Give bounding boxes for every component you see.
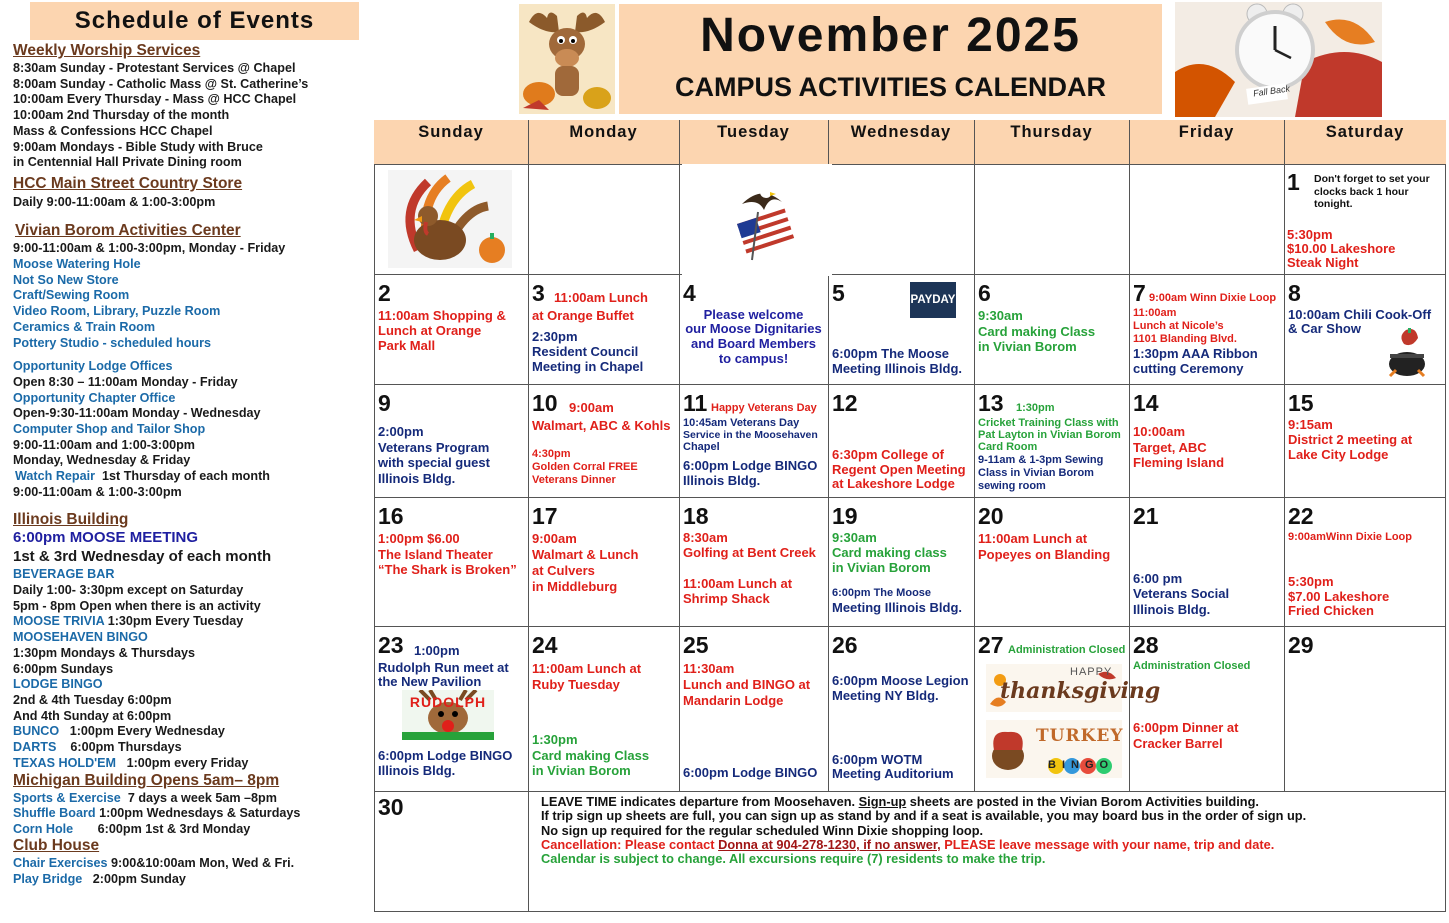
page-title: November 2025	[700, 9, 1081, 62]
darts-line	[13, 740, 182, 755]
event-line: sewing room	[978, 480, 1046, 492]
turkey-label: TURKEY	[1036, 726, 1124, 746]
shuffle-line	[13, 806, 300, 821]
event-line: 5:30pm	[1287, 227, 1333, 242]
worship-heading: Weekly Worship Services	[13, 42, 201, 59]
day-number: 21	[1133, 503, 1159, 529]
chapter-hours: Open-9:30-11:00am Monday - Wednesday	[13, 406, 261, 420]
event-line: Cricket Training Class with	[978, 417, 1119, 429]
day-number: 24	[532, 632, 558, 658]
event-line: 11:30am	[683, 661, 735, 676]
lodge-offices: Opportunity Lodge Offices	[13, 359, 173, 373]
event-line: Lake City Lodge	[1288, 447, 1389, 462]
chair: Chair Exercises	[13, 856, 108, 870]
bunco-line	[13, 724, 225, 739]
event-line: the New Pavilion	[378, 674, 482, 689]
computer-hours: 9:00-11:00am and 1:00-3:00pm	[13, 438, 196, 452]
darts-when: 6:00pm Thursdays	[70, 740, 182, 754]
event-line: 6:00pm The Moose	[832, 587, 932, 599]
holdem-when: 1:00pm every Friday	[126, 756, 249, 770]
event-line: with special guest	[378, 455, 490, 470]
event-line: Resident Council	[532, 344, 639, 359]
event-line: Lunch at Orange	[378, 323, 482, 338]
event-line: Class in Vivian Borom	[978, 467, 1094, 479]
event-line: at Lakeshore Lodge	[832, 476, 955, 491]
event-line: 11:00am Lunch	[554, 290, 648, 305]
weekday-saturday: Saturday	[1284, 120, 1446, 164]
event-line: Meeting Illinois Bldg.	[832, 361, 962, 376]
day-number: 29	[1288, 632, 1314, 658]
day-number: 6	[978, 280, 991, 306]
beverage-line: Daily 1:00- 3:30pm except on Saturday	[13, 583, 244, 597]
event-line: Meeting in Chapel	[532, 359, 644, 374]
event-line: 9:00am	[569, 400, 614, 415]
trip-info	[541, 795, 1306, 866]
weekday-friday: Friday	[1129, 120, 1285, 164]
day-number: 5	[832, 280, 845, 306]
trivia-line	[13, 614, 243, 629]
watch-repair-line	[15, 469, 270, 484]
event-line: at Orange Buffet	[532, 308, 634, 323]
event-line: Golden Corral FREE	[532, 461, 638, 473]
day-number: 18	[683, 503, 709, 529]
event-line: Rudolph Run meet at	[378, 660, 509, 675]
event-line: Veterans Program	[378, 440, 490, 455]
event-line: 9:30am	[832, 530, 877, 545]
bingo-line: 1:30pm Mondays & Thursdays	[13, 646, 195, 660]
eagle-flag-image	[682, 164, 832, 276]
day-number: 9	[378, 390, 391, 416]
info-text: sheets are posted in the Vivian Borom Activities building.	[906, 794, 1259, 809]
day-number: 15	[1288, 390, 1314, 416]
weekday-sunday: Sunday	[374, 120, 529, 164]
event-line: Illinois Bldg.	[683, 473, 761, 488]
event-line: 6:30pm College of	[832, 447, 944, 462]
vivian-heading: Vivian Borom Activities Center	[15, 222, 241, 239]
event-line: 10:45am Veterans Day	[683, 417, 800, 429]
bingo-label: BINGO	[1048, 759, 1115, 771]
vivian-room: Video Room, Library, Puzzle Room	[13, 304, 221, 318]
event-line: 11:00am Lunch at	[532, 661, 642, 676]
info-line	[541, 838, 1306, 852]
event-line: “The Shark is Broken”	[378, 562, 517, 577]
schedule-title: Schedule of Events	[30, 2, 359, 40]
day-number: 22	[1288, 503, 1314, 529]
worship-line: 8:00am Sunday - Catholic Mass @ St. Catherine’s	[13, 77, 309, 91]
lodge-bingo-line: And 4th Sunday at 6:00pm	[13, 709, 172, 723]
event-line: our Moose Dignitaries	[685, 321, 822, 336]
info-contact: Donna at 904-278-1230, if no answer,	[718, 836, 941, 852]
event-line: 9:15am	[1288, 417, 1333, 432]
chair-line	[13, 856, 294, 871]
event-line: 8:30am	[683, 530, 728, 545]
day-number: 12	[832, 390, 858, 416]
day-note: Don't forget to set your clocks back 1 hour tonight.	[1314, 173, 1430, 210]
grid-line	[679, 120, 680, 792]
event-line: 11:00am Lunch at	[978, 531, 1088, 546]
thanksgiving-image	[986, 664, 1161, 712]
beverage-bar: BEVERAGE BAR	[13, 567, 115, 581]
event-line: Chapel	[683, 441, 720, 453]
weekday-thursday: Thursday	[974, 120, 1130, 164]
watch-hours: 9:00-11:00am & 1:00-3:00pm	[13, 485, 182, 499]
event-line: 9-11am & 1-3pm Sewing	[978, 454, 1104, 466]
lodge-bingo: LODGE BINGO	[13, 677, 103, 691]
day-number: 30	[378, 794, 404, 820]
chair-when: 9:00&10:00am Mon, Wed & Fri.	[111, 856, 295, 870]
moose-meeting: 6:00pm MOOSE MEETING	[13, 529, 199, 546]
illinois-heading: Illinois Building	[13, 511, 129, 528]
worship-line: Mass & Confessions HCC Chapel	[13, 124, 213, 138]
watch-when: 1st Thursday of each month	[102, 469, 270, 483]
event-line: Meeting NY Bldg.	[832, 688, 939, 703]
event-line: Golfing at Bent Creek	[683, 545, 816, 560]
day-number: 28	[1133, 632, 1159, 658]
chili-pot-icon	[1382, 326, 1432, 378]
event-line: 1:00pm $6.00	[378, 531, 460, 546]
event-line: 1:30pm	[532, 732, 578, 747]
day-number: 3	[532, 280, 545, 306]
grid-line	[974, 120, 975, 792]
event-line: Shrimp Shack	[683, 591, 770, 606]
moose-meeting-when: 1st & 3rd Wednesday of each month	[13, 548, 272, 565]
event-line: Fleming Island	[1133, 455, 1225, 470]
weekday-monday: Monday	[528, 120, 680, 164]
event-line: 10:00am	[1133, 424, 1186, 439]
event-line: 6:00pm Lodge BINGO	[683, 458, 818, 473]
event-line: in Middleburg	[532, 579, 618, 594]
page-subtitle: CAMPUS ACTIVITIES CALENDAR	[674, 72, 1106, 102]
grid-line	[374, 164, 1446, 165]
day-number: 2	[378, 280, 391, 306]
day-number: 16	[378, 503, 404, 529]
event-line: 6:00pm Lodge BINGO	[378, 748, 513, 763]
event-line: Veterans Dinner	[532, 474, 616, 486]
event-line: 2:00pm	[378, 424, 424, 439]
worship-line: 9:00am Mondays - Bible Study with Bruce	[13, 140, 263, 154]
event-line: 1:30pm	[1016, 402, 1055, 414]
event-line: 9:00am	[532, 531, 577, 546]
event-line: in Vivian Borom	[978, 339, 1077, 354]
grid-line	[374, 626, 1446, 627]
schedule-panel	[0, 0, 368, 923]
moose-mascot-image	[519, 4, 615, 114]
happy-label: HAPPY	[1070, 666, 1113, 678]
vivian-room: Craft/Sewing Room	[13, 288, 130, 302]
event-line: 11:00am Lunch at	[683, 576, 793, 591]
worship-line: 10:00am Every Thursday - Mass @ HCC Chapel	[13, 92, 297, 106]
vivian-room: Ceramics & Train Room	[13, 320, 156, 334]
info-line: Calendar is subject to change. All excursions require (7) residents to make the trip.	[541, 851, 1046, 867]
weekday-wednesday: Wednesday	[828, 120, 975, 164]
rudolph-run-image	[402, 690, 494, 740]
event-line: 9:30am	[978, 308, 1023, 323]
bridge: Play Bridge	[13, 872, 83, 886]
vivian-room: Moose Watering Hole	[13, 257, 141, 271]
info-text: Cancellation: Please contact	[541, 836, 719, 852]
event-line: 1101 Blanding Blvd.	[1133, 333, 1237, 345]
info-text: PLEASE leave message with your name, trip and date.	[940, 836, 1275, 852]
computer-shop: Computer Shop and Tailor Shop	[13, 422, 206, 436]
event-line: Meeting Auditorium	[832, 766, 954, 781]
darts: DARTS	[13, 740, 57, 754]
thanksgiving-label: thanksgiving	[1000, 678, 1161, 704]
event-line: Steak Night	[1287, 255, 1359, 270]
event-line: District 2 meeting at	[1288, 432, 1413, 447]
event-line: Cracker Barrel	[1133, 736, 1223, 751]
bridge-when: 2:00pm Sunday	[92, 872, 186, 886]
event-line: 2:30pm	[532, 329, 578, 344]
day-number: 10	[532, 390, 558, 416]
turkey-image	[388, 170, 512, 268]
trivia-when: 1:30pm Every Tuesday	[107, 614, 244, 628]
event-line: at Culvers	[532, 563, 595, 578]
event-line: Walmart, ABC & Kohls	[532, 418, 671, 433]
event-line: Park Mall	[378, 338, 436, 353]
weekday-tuesday: Tuesday	[679, 120, 829, 164]
sports: Sports & Exercise	[13, 791, 121, 805]
event-line: Fried Chicken	[1288, 603, 1374, 618]
event-line: Regent Open Meeting	[832, 462, 966, 477]
moosehaven-bingo: MOOSEHAVEN BINGO	[13, 630, 148, 644]
event-line: 1:00pm	[414, 643, 460, 658]
corn-line	[13, 822, 250, 837]
event-line: Pat Layton in Vivian Borom	[978, 429, 1121, 441]
day-number: 19	[832, 503, 858, 529]
day-number: 1	[1287, 169, 1300, 195]
event-line: cutting Ceremony	[1133, 361, 1244, 376]
day-number: 11	[683, 390, 708, 416]
info-line	[541, 795, 1306, 809]
sports-line	[13, 791, 277, 806]
day-number: 13	[978, 390, 1004, 416]
corn-when: 6:00pm 1st & 3rd Monday	[97, 822, 251, 836]
lodge-bingo-line: 2nd & 4th Tuesday 6:00pm	[13, 693, 172, 707]
event-line: Card making Class	[978, 324, 1096, 339]
event-line: 9:00amWinn Dixie Loop	[1288, 531, 1412, 543]
event-line: Veterans Social	[1133, 586, 1230, 601]
grid-line	[374, 384, 1446, 385]
event-line: Ruby Tuesday	[532, 677, 620, 692]
day-number: 25	[683, 632, 709, 658]
bunco: BUNCO	[13, 724, 60, 738]
day-number: 4	[683, 280, 696, 306]
event-line: Administration Closed	[1008, 644, 1126, 656]
store-hours: Daily 9:00-11:00am & 1:00-3:00pm	[13, 195, 216, 209]
beverage-line: 5pm - 8pm Open when there is an activity	[13, 599, 261, 613]
event-line: Target, ABC	[1133, 440, 1207, 455]
event-line: 6:00pm Moose Legion	[832, 673, 969, 688]
event-line: Illinois Bldg.	[1133, 602, 1211, 617]
trivia: MOOSE TRIVIA	[13, 614, 105, 628]
event-line: Walmart & Lunch	[532, 547, 639, 562]
event-line: 11:00am	[1133, 307, 1177, 319]
grid-line	[374, 274, 1446, 275]
corn: Corn Hole	[13, 822, 74, 836]
vivian-room: Not So New Store	[13, 273, 119, 287]
day-number: 8	[1288, 280, 1301, 306]
event-line: 11:00am Shopping &	[378, 308, 506, 323]
event-line: Lunch at Nicole’s	[1133, 320, 1224, 332]
worship-line: in Centennial Hall Private Dining room	[13, 155, 242, 169]
event-line: Please welcome	[703, 307, 804, 322]
turkey-bingo-image	[986, 720, 1122, 778]
clock-caption: Fall Back	[1252, 83, 1291, 99]
event-line: Service in the Moosehaven	[683, 429, 818, 441]
event-line: Popeyes on Blanding	[978, 547, 1111, 562]
event-line: 6:00 pm	[1133, 571, 1183, 586]
event-line: Illinois Bldg.	[378, 471, 456, 486]
club-heading: Club House	[13, 837, 100, 854]
event-line: 6:00pm WOTM	[832, 752, 923, 767]
day-number: 14	[1133, 390, 1159, 416]
day-number: 17	[532, 503, 558, 529]
holdem: TEXAS HOLD'EM	[13, 756, 117, 770]
vivian-hours: 9:00-11:00am & 1:00-3:00pm, Monday - Friday	[13, 241, 286, 255]
store-heading: HCC Main Street Country Store	[13, 175, 243, 192]
event-line: Card Room	[978, 441, 1038, 453]
event-line: 4:30pm	[532, 448, 571, 460]
event-line: 6:00pm The Moose	[832, 346, 950, 361]
event-line: 1:30pm AAA Ribbon	[1133, 346, 1258, 361]
event-line: & Car Show	[1288, 321, 1361, 336]
chapter-office: Opportunity Chapter Office	[13, 391, 176, 405]
day-number: 26	[832, 632, 858, 658]
event-line: to campus!	[718, 351, 789, 366]
info-line: No sign up required for the regular scheduled Winn Dixie shopping loop.	[541, 822, 984, 838]
event-line: 10:00am Chili Cook-Off	[1288, 307, 1432, 322]
worship-line: 10:00am 2nd Thursday of the month	[13, 108, 230, 122]
day-number: 7	[1133, 280, 1146, 306]
event-line: in Vivian Borom	[832, 560, 931, 575]
watch-repair: Watch Repair	[15, 469, 96, 483]
day-number: 23	[378, 632, 404, 658]
shuffle-when: 1:00pm Wednesdays & Saturdays	[99, 806, 301, 820]
day-number: 27	[978, 632, 1004, 658]
lodge-hours: Open 8:30 – 11:00am Monday - Friday	[13, 375, 238, 389]
fall-back-clock-image	[1175, 2, 1382, 117]
info-text: LEAVE TIME indicates departure from Moosehaven.	[541, 794, 859, 809]
day-number: 20	[978, 503, 1004, 529]
grid-line	[528, 120, 529, 912]
event-line: and Board Members	[691, 336, 816, 351]
vivian-room: Pottery Studio - scheduled hours	[13, 336, 212, 350]
bunco-when: 1:00pm Every Wednesday	[69, 724, 225, 738]
event-line: Meeting Illinois Bldg.	[832, 600, 962, 615]
info-signup: Sign-up	[858, 794, 907, 809]
event-line: Administration Closed	[1133, 660, 1251, 672]
event-line: $7.00 Lakeshore	[1288, 589, 1390, 604]
event-line: The Island Theater	[378, 547, 493, 562]
event-line: 9:00am Winn Dixie Loop	[1149, 292, 1277, 304]
event-line: 6:00pm Lodge BINGO	[683, 765, 818, 780]
event-line: Card making Class	[532, 748, 650, 763]
grid-line	[374, 791, 1446, 792]
computer-days: Monday, Wednesday & Friday	[13, 453, 191, 467]
event-line: $10.00 Lakeshore	[1287, 241, 1396, 256]
grid-line	[1284, 120, 1285, 792]
rudolph-label: RUDOLPH	[409, 694, 487, 710]
event-line: Happy Veterans Day	[711, 402, 817, 414]
event-line: Mandarin Lodge	[683, 693, 784, 708]
payday-sign: PAYDAY	[910, 282, 956, 318]
michigan-heading: Michigan Building Opens 5am– 8pm	[13, 772, 280, 789]
event-line: Card making class	[832, 545, 947, 560]
event-line: Illinois Bldg.	[378, 763, 456, 778]
holdem-line	[13, 756, 248, 771]
event-line: 6:00pm Dinner at	[1133, 720, 1239, 735]
bingo-line: 6:00pm Sundays	[13, 662, 114, 676]
event-line: in Vivian Borom	[532, 763, 631, 778]
event-line: 5:30pm	[1288, 574, 1334, 589]
event-line: Lunch and BINGO at	[683, 677, 811, 692]
sports-when: 7 days a week 5am –8pm	[127, 791, 277, 805]
shuffle: Shuffle Board	[13, 806, 96, 820]
worship-line: 8:30am Sunday - Protestant Services @ Chapel	[13, 61, 296, 75]
bridge-line	[13, 872, 186, 887]
info-line: If trip sign up sheets are full, you can sign up as stand by and if a seat is available, you may board bus in the order of sign up.	[541, 808, 1307, 824]
grid-line	[374, 497, 1446, 498]
